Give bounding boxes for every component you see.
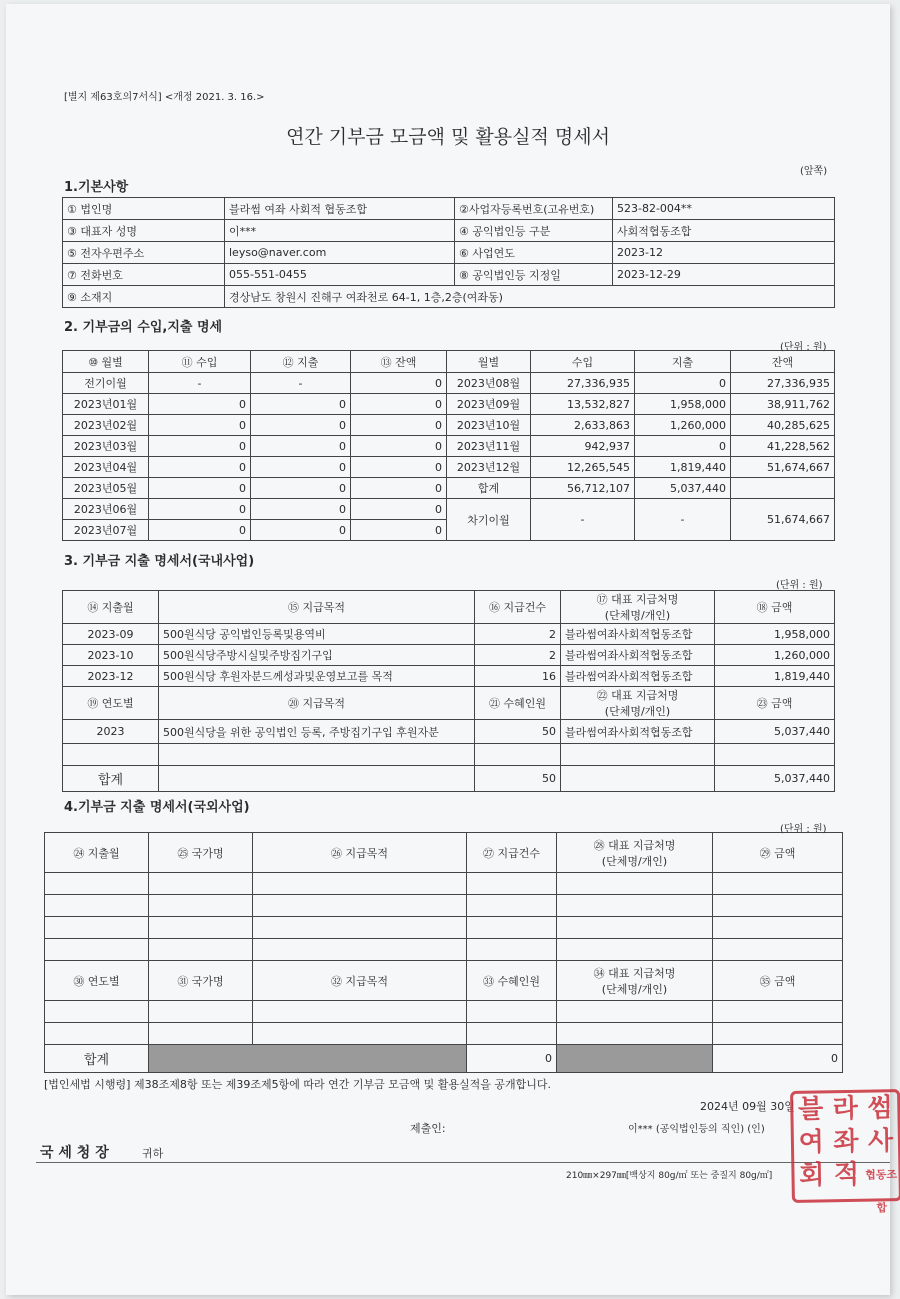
empty-cell: [467, 895, 557, 917]
empty-cell: [45, 939, 149, 961]
column-header: ㉒ 대표 지급처명 (단체명/개인): [561, 687, 715, 720]
expense-cell: 0: [635, 436, 731, 457]
balance-cell: 38,911,762: [731, 394, 835, 415]
balance-cell: 41,228,562: [731, 436, 835, 457]
expense-cell: 0: [251, 457, 351, 478]
recipient-cell: 블라썸여좌사회적협동조합: [561, 624, 715, 645]
table-row: [63, 415, 835, 436]
count-cell: 50: [475, 720, 561, 744]
law-text: [법인세법 시행령] 제38조제8항 또는 제39조제5항에 따라 연간 기부금 모금액 및 활용실적을 공개합니다.: [44, 1078, 551, 1091]
balance-cell: 51,674,667: [731, 499, 835, 541]
column-header: ㉚ 연도별: [45, 961, 149, 1001]
table-row: [63, 198, 835, 220]
table-row: [63, 242, 835, 264]
empty-cell: [45, 1023, 149, 1045]
amount-cell: 1,819,440: [715, 666, 835, 687]
expense-cell: 1,958,000: [635, 394, 731, 415]
table-row: [63, 220, 835, 242]
empty-cell: [467, 1001, 557, 1023]
column-header: ⑳ 지급목적: [159, 687, 475, 720]
amount-cell: 1,260,000: [715, 645, 835, 666]
count-cell: 16: [475, 666, 561, 687]
balance-cell: 0: [351, 478, 447, 499]
total-label: 합계: [45, 1045, 149, 1073]
seal-character: 블: [797, 1094, 824, 1125]
column-header: ⑰ 대표 지급처명 (단체명/개인): [561, 591, 715, 624]
column-header: ㉙ 금액: [713, 833, 843, 873]
column-header: ㉛ 국가명: [149, 961, 253, 1001]
balance-cell: 0: [351, 499, 447, 520]
column-header: ⑮ 지급목적: [159, 591, 475, 624]
expense-cell: 0: [251, 478, 351, 499]
empty-cell: [561, 766, 715, 792]
empty-cell: [467, 1023, 557, 1045]
table-row: [45, 1045, 843, 1073]
section4-heading: 4.기부금 지출 명세서(국외사업): [64, 800, 250, 815]
month-cell: 2023년06월: [63, 499, 149, 520]
section3-unit: (단위 : 원): [776, 580, 823, 591]
overseas-expense-table: [44, 832, 843, 1073]
column-header: 잔액: [731, 351, 835, 373]
balance-cell: [731, 478, 835, 499]
column-header: ⑭ 지출월: [63, 591, 159, 624]
section2-unit: (단위 : 원): [780, 342, 827, 353]
table-row: [63, 645, 835, 666]
empty-cell: [149, 1001, 253, 1023]
section3-heading: 3. 기부금 지출 명세서(국내사업): [64, 554, 255, 569]
table-row: [45, 833, 843, 873]
expense-cell: 0: [251, 415, 351, 436]
column-header: ⑪ 수입: [149, 351, 251, 373]
column-header: ⑬ 잔액: [351, 351, 447, 373]
empty-cell: [713, 873, 843, 895]
column-header: ㉓ 금액: [715, 687, 835, 720]
income-cell: 0: [149, 520, 251, 541]
empty-cell: [45, 895, 149, 917]
empty-cell: [253, 917, 467, 939]
page-side: (앞쪽): [800, 166, 828, 177]
table-row: [63, 720, 835, 744]
table-row: [63, 591, 835, 624]
table-row: [63, 394, 835, 415]
purpose-cell: 500원식당주방시실및주방집기구입: [159, 645, 475, 666]
column-header: ㉞ 대표 지급처명 (단체명/개인): [557, 961, 713, 1001]
month-cell: 2023년08월: [447, 373, 531, 394]
empty-cell: [715, 744, 835, 766]
expense-cell: -: [635, 499, 731, 541]
empty-cell: [159, 744, 475, 766]
empty-cell: [159, 766, 475, 792]
empty-cell: [149, 873, 253, 895]
empty-cell: [557, 873, 713, 895]
section4-unit: (단위 : 원): [780, 824, 827, 835]
empty-cell: [557, 939, 713, 961]
balance-cell: 40,285,625: [731, 415, 835, 436]
income-expense-table: [62, 350, 835, 541]
column-header: 월별: [447, 351, 531, 373]
empty-cell: [561, 744, 715, 766]
seal-character: 좌: [833, 1126, 859, 1158]
table-row: [63, 457, 835, 478]
seal-character: 사: [867, 1126, 894, 1157]
expense-cell: 1,260,000: [635, 415, 731, 436]
seal-character: 라: [832, 1093, 859, 1125]
empty-cell: [557, 917, 713, 939]
field-value: 2023-12: [613, 242, 835, 264]
table-row: [45, 873, 843, 895]
page-title: 연간 기부금 모금액 및 활용실적 명세서: [286, 126, 610, 148]
empty-cell: [557, 1001, 713, 1023]
table-row: [63, 264, 835, 286]
expense-cell: 0: [251, 499, 351, 520]
month-cell: 2023-10: [63, 645, 159, 666]
amount-cell: 5,037,440: [715, 720, 835, 744]
official-seal: [790, 1089, 900, 1215]
field-label: ⑤ 전자우편주소: [63, 242, 225, 264]
empty-cell: [63, 744, 159, 766]
income-cell: 0: [149, 394, 251, 415]
expense-cell: 0: [251, 436, 351, 457]
month-cell: 2023년05월: [63, 478, 149, 499]
empty-cell: [253, 1023, 467, 1045]
field-label: ① 법인명: [63, 198, 225, 220]
column-header: ㉔ 지출월: [45, 833, 149, 873]
balance-cell: 0: [351, 457, 447, 478]
recipient: 국 세 청 장: [40, 1145, 109, 1161]
income-cell: 0: [149, 478, 251, 499]
empty-cell: [149, 895, 253, 917]
table-row: [45, 895, 843, 917]
field-value: 2023-12-29: [613, 264, 835, 286]
income-cell: 12,265,545: [531, 457, 635, 478]
column-header: ㉟ 금액: [713, 961, 843, 1001]
purpose-cell: 500원식당 공익법인등록및용역비: [159, 624, 475, 645]
submitter: 이*** (공익법인등의 직인) (인): [628, 1124, 765, 1135]
income-cell: 56,712,107: [531, 478, 635, 499]
month-cell: 2023년07월: [63, 520, 149, 541]
recipient-suffix: 귀하: [142, 1147, 164, 1160]
expense-cell: 0: [635, 373, 731, 394]
table-row: [45, 1023, 843, 1045]
field-label: ②사업자등록번호(고유번호): [455, 198, 613, 220]
empty-cell: [149, 939, 253, 961]
empty-cell: [467, 917, 557, 939]
seal-character: 여: [798, 1127, 825, 1158]
month-cell: 합계: [447, 478, 531, 499]
empty-cell: [557, 895, 713, 917]
section2-heading: 2. 기부금의 수입,지출 명세: [64, 320, 223, 335]
total-label: 합계: [63, 766, 159, 792]
column-header: ⑯ 지급건수: [475, 591, 561, 624]
table-row: [63, 373, 835, 394]
table-row: [63, 666, 835, 687]
expense-cell: 1,819,440: [635, 457, 731, 478]
balance-cell: 0: [351, 415, 447, 436]
balance-cell: 0: [351, 373, 447, 394]
total-count: 50: [475, 766, 561, 792]
submit-date: 2024년 09월 30일: [700, 1100, 795, 1113]
shaded-cell: [557, 1045, 713, 1073]
table-row: [45, 917, 843, 939]
income-cell: 0: [149, 499, 251, 520]
empty-cell: [45, 1001, 149, 1023]
month-cell: 차기이월: [447, 499, 531, 541]
table-row: [45, 1001, 843, 1023]
submitter-label: 제출인:: [410, 1122, 446, 1135]
field-label: ③ 대표자 성명: [63, 220, 225, 242]
expense-cell: 0: [251, 394, 351, 415]
empty-cell: [149, 917, 253, 939]
expense-cell: -: [251, 373, 351, 394]
column-header: ⑩ 월별: [63, 351, 149, 373]
form-id: [별지 제63호의7서식] <개정 2021. 3. 16.>: [64, 92, 265, 103]
balance-cell: 51,674,667: [731, 457, 835, 478]
column-header: 지출: [635, 351, 731, 373]
field-value: leyso@naver.com: [225, 242, 455, 264]
column-header: 수입: [531, 351, 635, 373]
income-cell: 942,937: [531, 436, 635, 457]
column-header: ㉜ 지급목적: [253, 961, 467, 1001]
income-cell: 13,532,827: [531, 394, 635, 415]
total-count: 0: [467, 1045, 557, 1073]
year-cell: 2023: [63, 720, 159, 744]
recipient-cell: 블라썸여좌사회적협동조합: [561, 666, 715, 687]
column-header: ⑫ 지출: [251, 351, 351, 373]
income-cell: 0: [149, 457, 251, 478]
table-row: [63, 499, 835, 520]
count-cell: 2: [475, 624, 561, 645]
income-cell: 27,336,935: [531, 373, 635, 394]
balance-cell: 0: [351, 520, 447, 541]
empty-cell: [467, 873, 557, 895]
month-cell: 2023년10월: [447, 415, 531, 436]
total-amount: 0: [713, 1045, 843, 1073]
table-row: [63, 478, 835, 499]
empty-cell: [149, 1023, 253, 1045]
column-header: ⑱ 금액: [715, 591, 835, 624]
month-cell: 2023년11월: [447, 436, 531, 457]
recipient-cell: 블라썸여좌사회적협동조합: [561, 720, 715, 744]
recipient-cell: 블라썸여좌사회적협동조합: [561, 645, 715, 666]
basic-info-table: [62, 197, 835, 308]
count-cell: 2: [475, 645, 561, 666]
empty-cell: [253, 873, 467, 895]
month-cell: 2023년01월: [63, 394, 149, 415]
empty-cell: [713, 917, 843, 939]
column-header: ⑲ 연도별: [63, 687, 159, 720]
shaded-cell: [149, 1045, 467, 1073]
address-value: 경상남도 창원시 진해구 여좌천로 64-1, 1층,2층(여좌동): [225, 286, 835, 308]
amount-cell: 1,958,000: [715, 624, 835, 645]
table-row: [45, 939, 843, 961]
table-row: [63, 687, 835, 720]
balance-cell: 0: [351, 394, 447, 415]
purpose-cell: 500원식당 후원자분드께성과및운영보고를 목적: [159, 666, 475, 687]
table-row: [63, 624, 835, 645]
income-cell: -: [149, 373, 251, 394]
balance-cell: 0: [351, 436, 447, 457]
empty-cell: [713, 895, 843, 917]
month-cell: 2023년09월: [447, 394, 531, 415]
field-label: ④ 공익법인등 구분: [455, 220, 613, 242]
empty-cell: [253, 895, 467, 917]
month-cell: 2023년03월: [63, 436, 149, 457]
empty-cell: [713, 1023, 843, 1045]
month-cell: 전기이월: [63, 373, 149, 394]
empty-cell: [253, 939, 467, 961]
table-row: [45, 961, 843, 1001]
field-label: ⑨ 소재지: [63, 286, 225, 308]
income-cell: 0: [149, 415, 251, 436]
paper-spec: 210㎜×297㎜[백상지 80g/㎡ 또는 중질지 80g/㎡]: [566, 1171, 773, 1181]
field-value: 사회적협동조합: [613, 220, 835, 242]
seal-character: 협동조합: [865, 1168, 898, 1215]
empty-cell: [713, 939, 843, 961]
empty-cell: [475, 744, 561, 766]
income-cell: 2,633,863: [531, 415, 635, 436]
purpose-cell: 500원식당을 위한 공익법인 등록, 주방집기구입 후원자분: [159, 720, 475, 744]
seal-character: 썸: [867, 1093, 893, 1124]
balance-cell: 27,336,935: [731, 373, 835, 394]
month-cell: 2023-09: [63, 624, 159, 645]
column-header: ㉖ 지급목적: [253, 833, 467, 873]
section1-heading: 1.기본사항: [64, 180, 129, 195]
document-page: [6, 4, 898, 1295]
income-cell: -: [531, 499, 635, 541]
field-value: 523-82-004**: [613, 198, 835, 220]
field-label: ⑧ 공익법인등 지정일: [455, 264, 613, 286]
field-value: 055-551-0455: [225, 264, 455, 286]
seal-character: 적: [833, 1159, 860, 1191]
income-cell: 0: [149, 436, 251, 457]
empty-cell: [253, 1001, 467, 1023]
seal-character: 회: [799, 1160, 825, 1191]
month-cell: 2023년02월: [63, 415, 149, 436]
field-label: ⑥ 사업연도: [455, 242, 613, 264]
empty-cell: [557, 1023, 713, 1045]
table-row: [63, 744, 835, 766]
field-value: 블라썸 여좌 사회적 협동조합: [225, 198, 455, 220]
expense-cell: 5,037,440: [635, 478, 731, 499]
empty-cell: [45, 873, 149, 895]
field-value: 이***: [225, 220, 455, 242]
column-header: ㉝ 수혜인원: [467, 961, 557, 1001]
footer-divider: [36, 1162, 890, 1163]
field-label: ⑦ 전화번호: [63, 264, 225, 286]
month-cell: 2023-12: [63, 666, 159, 687]
total-amount: 5,037,440: [715, 766, 835, 792]
empty-cell: [467, 939, 557, 961]
month-cell: 2023년04월: [63, 457, 149, 478]
expense-cell: 0: [251, 520, 351, 541]
month-cell: 2023년12월: [447, 457, 531, 478]
table-row: [63, 766, 835, 792]
table-row: [63, 286, 835, 308]
empty-cell: [45, 917, 149, 939]
table-row: [63, 436, 835, 457]
column-header: ㉕ 국가명: [149, 833, 253, 873]
column-header: ㉘ 대표 지급처명 (단체명/개인): [557, 833, 713, 873]
column-header: ㉗ 지급건수: [467, 833, 557, 873]
column-header: ㉑ 수혜인원: [475, 687, 561, 720]
table-row: [63, 351, 835, 373]
empty-cell: [713, 1001, 843, 1023]
domestic-expense-table: [62, 590, 835, 792]
